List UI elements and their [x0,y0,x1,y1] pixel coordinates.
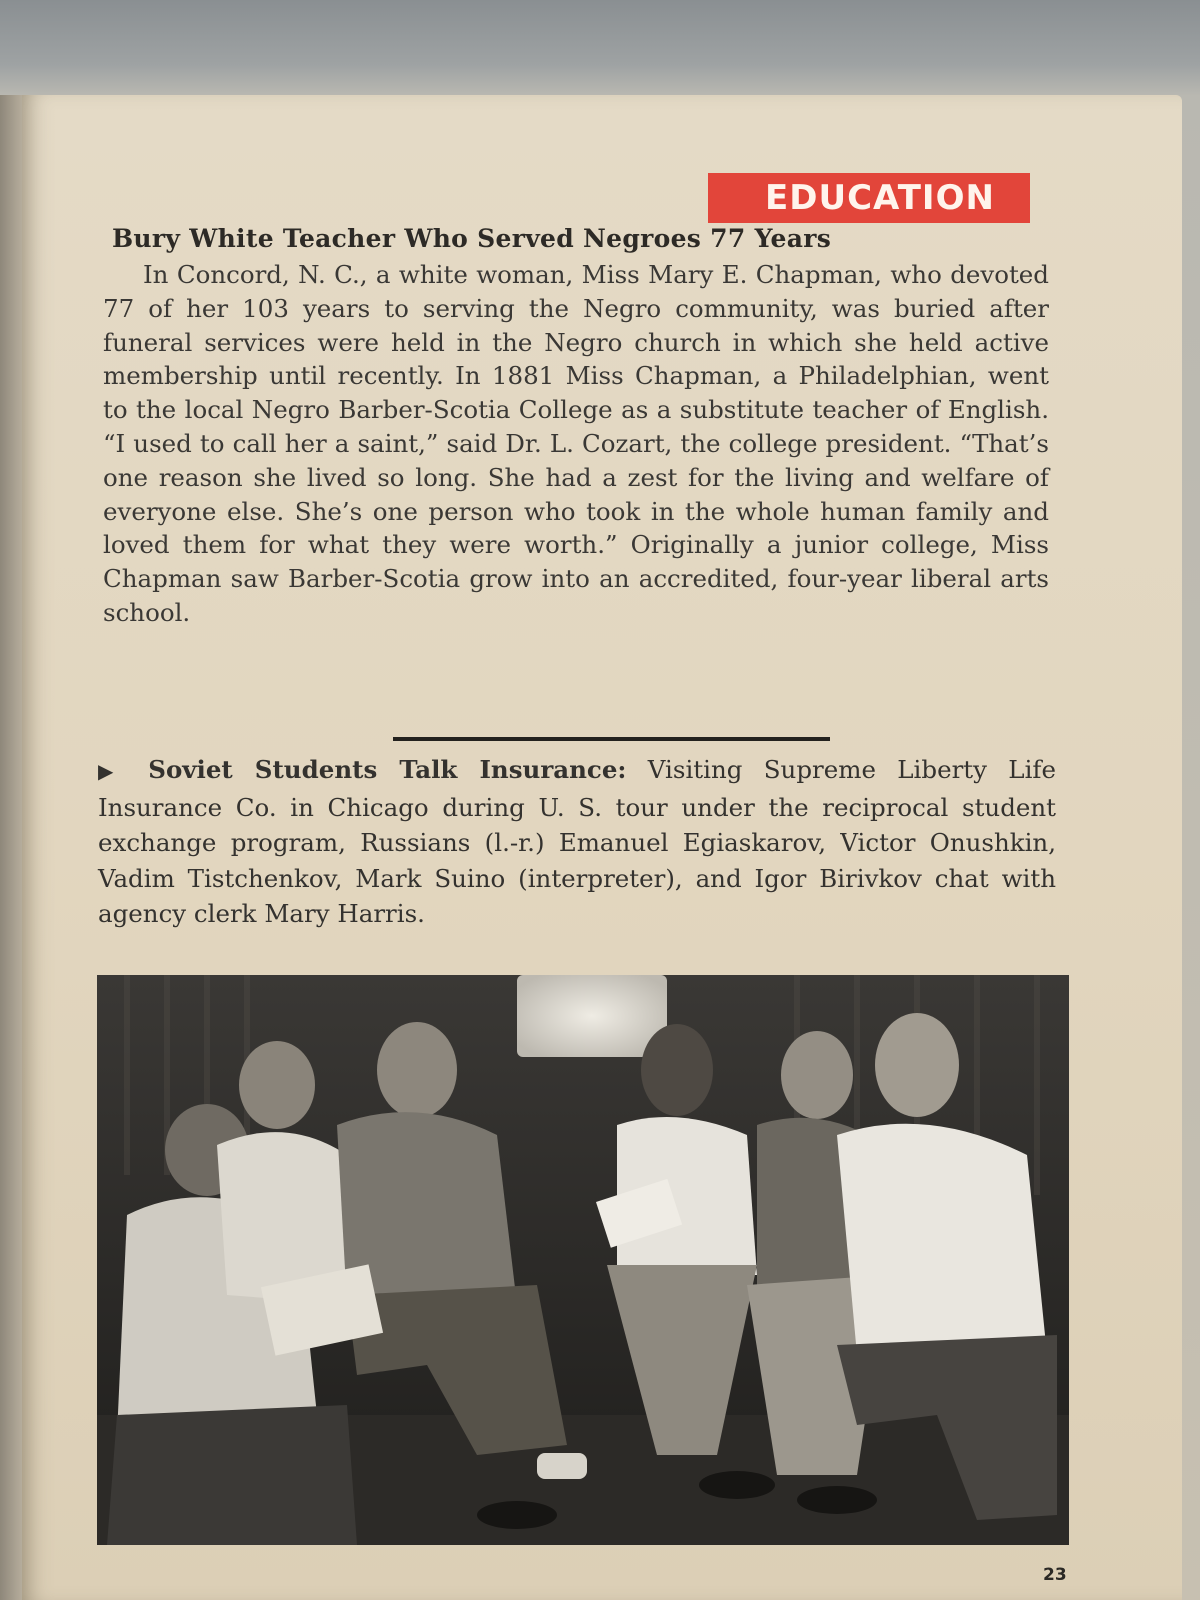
page-number: 23 [1043,1565,1067,1585]
article-headline: Bury White Teacher Who Served Negroes 77 Years [112,224,832,253]
bullet-marker-icon: ▶ [98,759,127,783]
caption-lead: Soviet Students Talk Insurance: [148,755,627,784]
photo-caption [98,752,1056,932]
article-body: In Concord, N. C., a white woman, Miss Mary E. Chapman, who devoted 77 of her 103 years to serving the Negro community, was buried after funeral services were held in the Negro church in which she held active membership until recently. In 1881 Miss Chapman, a Philadelphian, went to the local Negro Barber-Scotia College as a substitute teacher of English. “I used to call her a saint,” said Dr. L. Cozart, the college president. “That’s one reason she lived so long. She had a zest for the living and welfare of everyone else. She’s one person who took in the whole human family and loved them for what they were worth.” Originally a junior college, Miss Chapman saw Barber-Scotia grow into an accredited, four-year liberal arts school. [103,260,1049,627]
photo-scene [97,975,1069,1545]
section-divider [393,737,830,741]
news-photo [97,975,1069,1545]
section-label: EDUCATION [708,173,1030,223]
caption-text: Visiting Supreme Liberty Life Insurance Co. in Chicago during U. S. tour under the reciprocal student exchange program, Russians (l.-r.) Emanuel Egiaskarov, Victor Onushkin, Vadim Tistchenkov, Mark Suino (interpreter), and Igor Birivkov chat with agency clerk Mary Harris. [98,755,1056,928]
